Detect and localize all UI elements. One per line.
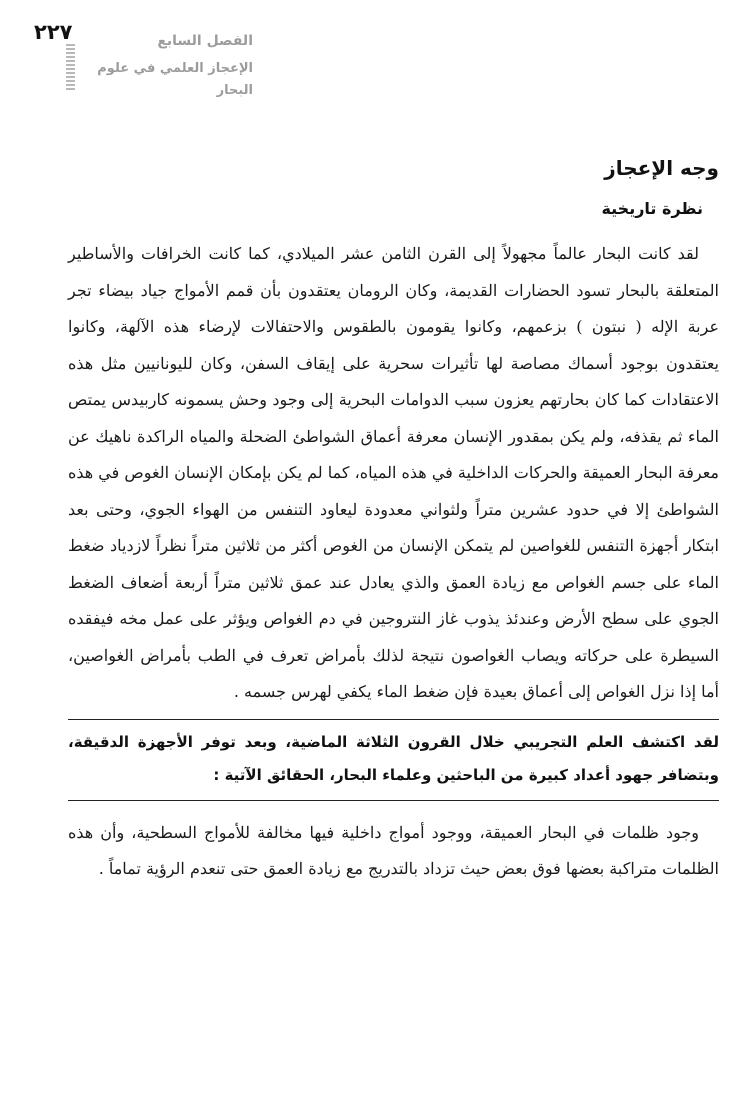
running-header [93, 30, 253, 102]
running-header-topic: الإعجاز العلمي في علوم البحار [97, 61, 253, 98]
running-header-chapter: الفصل السابع [157, 33, 253, 49]
section-heading: وجه الإعجاز [604, 156, 719, 180]
section-divider [68, 800, 719, 801]
body-paragraph-history: لقد كانت البحار عالماً مجهولاً إلى القرن الثامن عشر الميلادي، كما كانت الخرافات والأساطير المتعلقة بالبحار تسود الحضارات القديمة، وكان الرومان يعتقدون بأن قمم الأمواج جياد بيضاء تجر عربة الإله ( نبتون ) بزعمهم، وكانوا يقومون بالطقوس والاحتفالات لإرضاء هذه الآلهة، وكانوا يعتقدون بوجود أسماك مصاصة لها تأثيرات سحرية على إيقاف السفن، وكان لليونانيين مثل هذه الاعتقادات كما كان بحارتهم يعزون سبب الدوامات البحرية إلى وجود وحش يسمونه كاربيدس يمتص الماء ثم يقذفه، ولم يكن بمقدور الإنسان معرفة أعماق الشواطئ الضحلة والمياه الراكدة ناهيك عن معرفة البحار العميقة والحركات الداخلية في هذه المياه، كما لم يكن بإمكان الإنسان الغوص في هذه الشواطئ إلا في حدود عشرين متراً ولثواني معدودة ليعاود التنفس من الهواء الجوي، وحتى بعد ابتكار أجهزة التنفس للغواصين لم يتمكن الإنسان من الغوص أكثر من ثلاثين متراً نظراً لازدياد ضغط الماء على جسم الغواص مع زيادة العمق والذي يعادل عند عمق ثلاثين متراً أربعة أضعاف الضغط الجوي على سطح الأرض وعندئذ يذوب غاز النتروجين في دم الغواص ويؤثر على عمل مخه فيفقده السيطرة على حركاته ويصاب الغواصون نتيجة لذلك بأمراض تعرف في الطب بأمراض الغواصين، أما إذا نزل الغواص إلى أعماق بعيدة فإن ضغط الماء يكفي لهرس جسمه . [68, 244, 719, 701]
header-ornament [66, 44, 75, 90]
subsection-heading: نظرة تاريخية [601, 199, 703, 218]
body-paragraph-findings: وجود ظلمات في البحار العميقة، ووجود أمواج داخلية فيها مخالفة للأمواج السطحية، وأن هذه الظلمات متراكبة بعضها فوق بعض حيث تزداد بالتدريج مع زيادة العمق حتى تنعدم الرؤية تماماً . [68, 822, 719, 878]
section-divider [68, 719, 719, 720]
page-body [68, 150, 719, 888]
page-number: ٢٢٧ [34, 20, 73, 44]
findings-intro-paragraph: لقد اكتشف العلم التجريبي خلال القرون الثلاثة الماضية، وبعد توفر الأجهزة الدقيقة، وبتضافر جهود أعداد كبيرة من الباحثين وعلماء البحار، الحقائق الآتية : [68, 732, 719, 784]
